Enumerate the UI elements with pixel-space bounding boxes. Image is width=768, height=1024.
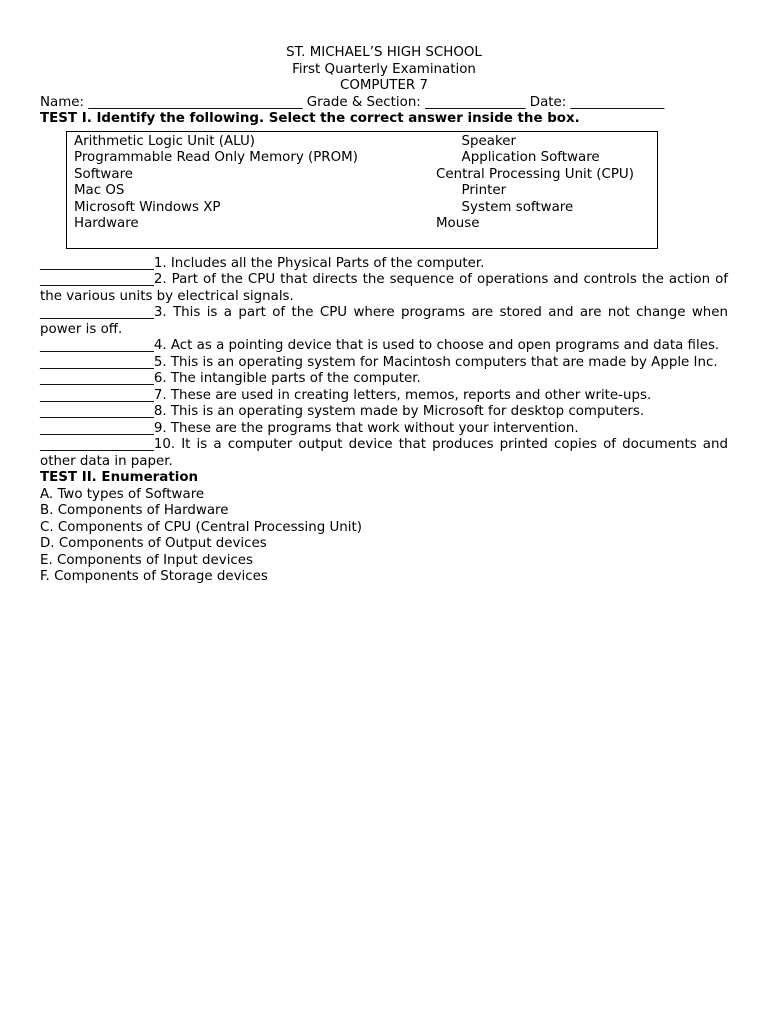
choice-item: System software — [436, 199, 574, 215]
enumeration-item: E. Components of Input devices — [40, 552, 254, 568]
choice-item: Microsoft Windows XP — [74, 199, 221, 215]
enumeration-item: F. Components of Storage devices — [40, 569, 268, 584]
exam-page — [40, 45, 728, 586]
test1-title: TEST I. Identify the following. Select the correct answer inside the box. — [40, 111, 580, 126]
choices-right-column — [436, 134, 634, 233]
subject-title: COMPUTER 7 — [339, 78, 429, 93]
question-item: _________________9. These are the programs that work without your intervention. — [40, 420, 579, 436]
enumeration-item: B. Components of Hardware — [40, 503, 229, 518]
enumeration-item: C. Components of CPU (Central Processing Unit) — [40, 519, 362, 535]
question-item: _________________4. Act as a pointing device that is used to choose and open programs and data files. — [40, 338, 720, 353]
question-item: _________________5. This is an operating system for Macintosh computers that are made by Apple Inc. — [40, 354, 718, 370]
student-info-line: Name: ________________________________ Grade & Section: _______________ Date: ______________ — [40, 94, 665, 110]
choice-item: Mouse — [436, 216, 480, 231]
choice-item: Programmable Read Only Memory (PROM) — [74, 150, 358, 165]
choice-item: Central Processing Unit (CPU) — [436, 166, 634, 182]
enumeration-item: D. Components of Output devices — [40, 536, 267, 551]
choice-item: Arithmetic Logic Unit (ALU) — [74, 133, 255, 149]
choice-item: Printer — [436, 183, 507, 198]
question-item: _________________2. Part of the CPU that directs the sequence of operations and controls the action of the various units by electrical signals. — [40, 272, 728, 304]
question-item: _________________7. These are used in creating letters, memos, reports and other write-ups. — [40, 387, 652, 403]
enumeration-item: A. Two types of Software — [40, 486, 205, 502]
test2-items — [40, 487, 728, 586]
test2-title: TEST II. Enumeration — [40, 470, 199, 485]
choice-item: Software — [74, 166, 134, 182]
question-item: _________________10. It is a computer output device that produces printed copies of documents and other data in paper. — [40, 437, 728, 469]
choice-item: Hardware — [74, 216, 139, 231]
exam-title: First Quarterly Examination — [292, 61, 476, 77]
test1-questions — [40, 256, 728, 471]
question-item: _________________8. This is an operating system made by Microsoft for desktop computers. — [40, 404, 645, 419]
school-name: ST. MICHAEL’S HIGH SCHOOL — [286, 45, 482, 60]
choice-item: Mac OS — [74, 183, 125, 198]
answer-choices-box — [66, 131, 658, 249]
choices-left-column — [74, 134, 358, 233]
choice-item: Speaker — [436, 133, 517, 149]
question-item: _________________1. Includes all the Physical Parts of the computer. — [40, 255, 485, 271]
choice-item: Application Software — [436, 150, 600, 165]
question-item: _________________3. This is a part of the CPU where programs are stored and are not change when power is off. — [40, 305, 728, 337]
question-item: _________________6. The intangible parts of the computer. — [40, 371, 421, 386]
